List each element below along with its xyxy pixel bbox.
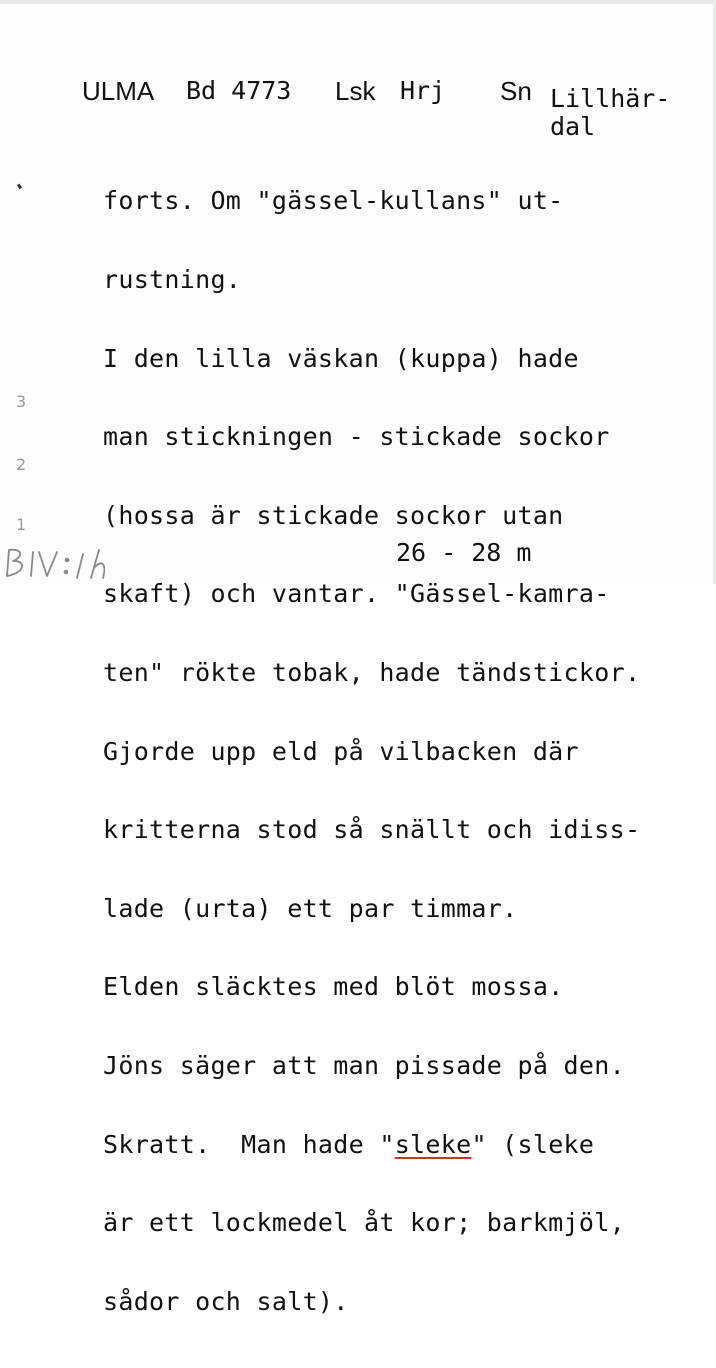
text-line: Elden släcktes med blöt mossa. xyxy=(103,972,564,1002)
handwritten-signature xyxy=(3,546,133,582)
text-line: är ett lockmedel åt kor; barkmjöl, xyxy=(103,1208,625,1238)
margin-number: 3 xyxy=(16,392,27,411)
socken-value-continued: dal xyxy=(550,112,596,141)
landskap-value: Hrj xyxy=(400,76,446,105)
text-line: sådor och salt). xyxy=(103,1286,349,1316)
margin-number: 2 xyxy=(16,455,27,474)
card-top-edge xyxy=(0,0,716,4)
landskap-label: Lsk xyxy=(335,76,376,106)
text-line: Gjorde upp eld på vilbacken där xyxy=(103,736,579,766)
socken-value: Lillhär- xyxy=(550,84,671,113)
text-line: I den lilla väskan (kuppa) hade xyxy=(103,343,579,373)
text-segment: Skratt. Man hade " xyxy=(103,1129,395,1159)
ink-mark xyxy=(17,184,22,190)
text-line: forts. Om "gässel-kullans" ut- xyxy=(103,186,564,216)
archive-name: ULMA xyxy=(82,76,155,106)
text-line: skaft) och vantar. "Gässel-kamra- xyxy=(103,579,610,609)
text-line: man stickningen - stickade sockor xyxy=(103,422,610,452)
text-line: (hossa är stickade sockor utan xyxy=(103,500,564,530)
depth-measure: 26 - 28 m xyxy=(396,538,532,567)
socken-label: Sn xyxy=(500,76,532,106)
text-segment: " (sleke xyxy=(471,1129,595,1159)
underlined-word: sleke xyxy=(394,1129,472,1159)
text-line: rustning. xyxy=(103,265,242,294)
text-line xyxy=(103,1129,640,1159)
volume-number: Bd 4773 xyxy=(186,76,292,105)
text-line: kritterna stod så snällt och idiss- xyxy=(103,815,641,845)
text-line: ten" rökte tobak, hade tändstickor. xyxy=(103,657,641,687)
text-line: Jöns säger att man pissade på den. xyxy=(103,1050,625,1080)
text-line: lade (urta) ett par timmar. xyxy=(103,893,518,923)
record-text xyxy=(103,136,640,1367)
margin-number: 1 xyxy=(16,515,27,534)
